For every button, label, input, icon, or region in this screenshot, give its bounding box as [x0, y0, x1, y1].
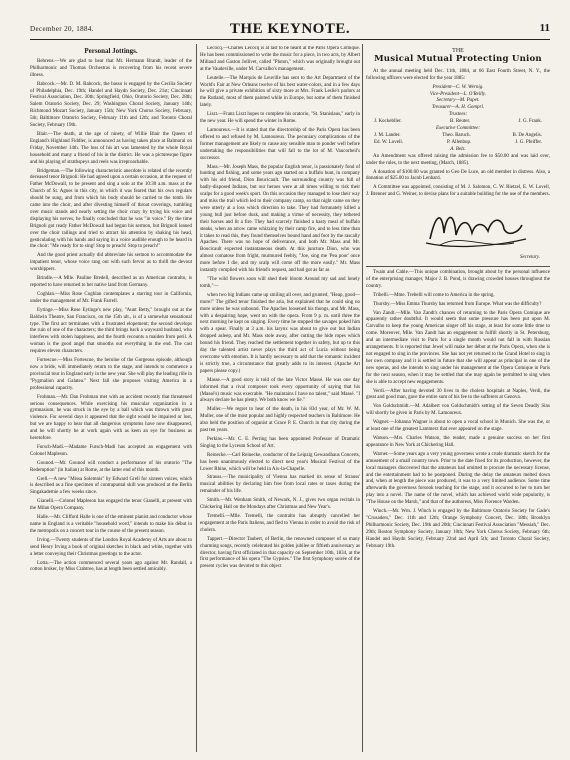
column-1-paragraphs	[30, 59, 192, 574]
trustee-name: B. Reuter.	[450, 119, 471, 125]
article-paragraph: Gounod.—Mr. Gounod will conduct a performance of his oratorio "The Redemption" (in Italian) at Rome, at the latter end of this month.	[30, 460, 192, 473]
article-paragraph: Tappert.—Director Taubert, of Berlin, the renowned composer of so many charming songs, recently celebrated his golden jubilee or fiftieth anniversary as director, having first officiated in that capacity on September 10th, 1834, at the first performance of his opera "The Gypsies." The first Symphony soirée of the present cycles was devoted to this object	[200, 536, 360, 570]
article-paragraph: Babcock.—Mr. D. M. Babcock, the basso is engaged by the Cecilia Society of Philadelphia, Dec. 19th; Handel and Haydn Society, Dec. 21st; Cincinnati Festival Association, Dec. 30th; Springfield, Ohio, Oratorio Society, Dec. 28th; Salem Oratorio Society, Dec. 29; Washington Choral Society, January 14th; Richmond Mozart Society, January 15th; New York Chorus Society, February, 5th; Baltimore Oratorio Society, February 11th and 12th; and Toronto Choral Society, February 19th.	[30, 81, 192, 129]
article-paragraph: And the good priest actually did abbreviate his sermon to accommodate the impatient tenor, whose voice rang out with such fervor as to thrill the devout worshippers.	[30, 253, 192, 273]
column-3	[366, 46, 550, 752]
committee-label: Executive Committee:	[435, 126, 480, 132]
article-paragraph: Tremelli.—Mlle. Tremelli, the contralto has abruptly cancelled her engagement at the Paris Italiens, and fled to Vienna in order to avoid the risk of cholera.	[200, 514, 360, 533]
article-paragraph: Van Zandt.—Mlle. Van Zandt's chances of returning to the Paris Opera Comique are apparently rather doubtful. It would seem that some pressure has been put upon M. Carvalho to keep the young American singer off his stage, at least for some little time to come. Moreover, Mlle. Van Zandt has an engagement to fulfill shortly in St. Petersburg, and an intermediate visit to Paris for a single month would not fall in with Russian arrangements. It is reported that Jewel will make her début at the Paris Opera, when she is not engaged to sing in the provinces. She has not yet returned to the Grand Hotel to sing in her own company and it is settled in future that she will appear as principal in one of the new operas, and she intends to sing under his management at the Opera Comique in Paris for the next season, when it may be settled that she may again be permitted to sing when she is able to accept new engagements.	[366, 310, 550, 385]
section-title: Personal Jottings.	[84, 47, 138, 55]
article-paragraph: when two big Indians came up smiling all over, and grunted, "Heap, good—more!" The gifted tenor finished the aria, but explained that he could sing no more unless he was unbound. The Apaches loosened his thongs, and Mr. Mass, with a despairing hope, went on with the opera. From 9 p. m. until three the next morning he kept on singing. Every time he stopped the savages poked him with a spear. Finally at 3 a.m. his larynx was about to give out but Indian dropped asleep, and Mr. Mass stole away, after cutting the hide ropes which bound his friend. They reached the settlement together in safety, but up to this day the talented artist never plays the third act of Lucia without being overcome with emotion. It is hardly necessary to add that the romantic incident is strictly true, a circumstance that greatly adds to its interest. (Apache Art papers please copy.)	[200, 292, 360, 374]
article-paragraph: Behrens.—We are glad to hear that Mr. Hermann Brandt, leader of the Philharmonic and Thomas Orchestras is recovering from his recent severe illness.	[30, 58, 192, 78]
article-paragraph: Grell.—A new "Missa Solemnis" by Edward Grell for sixteen voices, which is described as a fine specimen of contrapuntal skill was produced at the Berlin Singakademie a few weeks since.	[30, 476, 192, 496]
page-header	[30, 22, 550, 38]
officer-secretary: Secretary—M. Papet.	[436, 98, 480, 104]
article-paragraph: Fursch-Madi.—Madame Fursch-Madi has accepted an engagement with Colonel Mapleson.	[30, 444, 192, 457]
article-paragraph: Mass.—Mr. Joseph Mass, the popular English tenor, is passionately fond of hunting and fishing, and some years ago started on a buffalo hunt, in company with his old friend, Dion Boucicault. The surrounding country was full of badly-disposed Indians, but our heroes were at all times willing to risk their scalps for a good week's sport. On this occasion they managed to lose their way and miss the trail which led to their company camp, so that night came on they were utterly at a loss which direction to take. They had fortunately killed a young bull just before dusk, and making a virtue of necessity, they tethered their horses and lit a fire. They had scarcely finished a hasty meal of buffalo steaks, when an arrow came whizzing by their camp fire, and to less time than it takes to read this, they found themselves bound hand and foot by the rascally Apaches. There was no hope of deliverance, and both Mr. Mass and Mr. Boucicault expected instantaneous death. At this juncture Dion, who was almost comatose from fright, murmured feebly, "Joe, sing me 'Pea poor' once more before I die, and my scalp will come off the more easily." Mr. Mass instantly complied with his friend's request, and had got as far as	[200, 164, 360, 274]
committee-member: B. De Angelis.	[512, 132, 542, 138]
column-divider-2	[362, 44, 363, 752]
amendment-paragraph: A donation of $100.00 was granted to Geo De Luce, an old member in distress. Also, a donation of $25.00 to Jacob Lenhard.	[366, 169, 550, 182]
amendment-paragraph: An Amendment was offered raising the admission fee to $50.00 and was laid over, under the rules, to the next meeting, (March, 1885).	[366, 153, 550, 166]
page-number: 11	[539, 22, 550, 34]
article-paragraph: Eytinge.—Miss Rose Eytinge's new play, "Aunt Betty," brought out at the Baldwin Theatre, San Francisco, on the 15th ult., is of a somewhat sensational type. The first act terminates with a frustrated elopement; the second develops the ruin of one of the characters; the third brings back a wayward husband, who interferes with stolen happiness, and the fourth recounts a maiden from peril. A woman is the good angel that smooths out everything in the end. The cast requires eleven characters.	[30, 307, 192, 355]
committee-member: P. Allenbup.	[447, 139, 472, 145]
secretary-caption: Secretary.	[520, 255, 540, 261]
article-paragraph: Winch.—Mr. Wm. J. Winch is engaged by the Baltimore Oratorio Society for Gade's "Crusaders," Dec. 11th and 12th; Orange Symphony Concert, Dec. 18th; Brooklyn Philharmonic Society, Dec. 19th and 20th; Cincinnati Festival Association "Messiah," Dec. 29th; Boston Symphony Society, January 10th; New York Chorus Society, February 6th; Handel and Haydn Society, February 22nd and April 5th; and Toronto Choral Society, February 19th.	[366, 509, 550, 549]
article-paragraph: Coghlan.—Miss Rose Coghlan contemplates a starring tour in California, under the management of Mr. Frank Farrell.	[30, 291, 192, 304]
union-intro: At the annual meeting held Dec. 11th, 1884, at 66 East Fourth Street, N. Y., the following officers were elected for the year 1885:	[366, 68, 550, 81]
article-paragraph: Gianelli.—Colonel Mapleson has engaged the tenor Gianelli, at present with the Milan Opera Company.	[30, 499, 192, 512]
article-paragraph: Tribelli.—Mme. Trebelli will come to America in the spring.	[373, 292, 495, 298]
article-paragraph: Liszt.—Franz Liszt hopes to complete his oratorio, "St. Stanislaus," early in the new year. He will spend the winter in Rome.	[200, 112, 360, 125]
column-3-paragraphs	[366, 270, 550, 550]
article-paragraph: Twain and Cable.—This unique combination, brought about by the personal influence of the enterprising manager, Major J. B. Pond, is drawing crowded houses throughout the country.	[366, 270, 550, 289]
section-rule	[366, 266, 550, 267]
article-paragraph: Verdi.—After having devoted 30 lives to the cholera hospitals at Naples, Verdi, the great and good man, gave the entire sum of his fee to the sufferers at Genova.	[366, 388, 550, 401]
trustee-name: J. Kockebller.	[374, 119, 402, 125]
article-paragraph: Bridgeman.—The following characteristic anecdote is related of the recently deceased tenor Brignoli: He had agreed upon a certain occasion, at the request of Father McDowall, to be present and sing a solo at the 10:30 a.m. mass at the Church of St. Agnes in this city, in which it was feared that his own regulars should be sung, and from which his body should be carried to the tomb. He came into the choir, and after divesting himself of throat coverings, tumbling over music stands and nearly setting the choir crazy by trying his voice and displaying his nerves, he finally concluded that he was "in voice." By the time Brignoli got ready Father McDowall had begun his sermon, but Brignoli leaned over the choir railings and tried to attract his attention by shaking his head, gesticulating with his hands and saying in a voice audible enough to be heard in the choir: "Me ready for to sing! Stop to preach! Stop to preach!"	[30, 168, 192, 250]
article-paragraph: "The wild flowers soon will shed their bloom Around my sad and lonely tomb,"—	[200, 277, 360, 289]
amendment-paragraph: A Committee was appointed, consisting of M. J. Salomon, C. W. Rietzel, E. W. Lovell, J. Brenner and G. Weiner, to devise plans for a suitable building for the use of the members.	[366, 185, 550, 198]
trustees-row	[366, 119, 550, 126]
officer-treasurer: Treasurer—A. H. Gomprl.	[431, 105, 485, 111]
officer-president: President—C. W. Wernig.	[432, 84, 484, 90]
committee-member: J. G. Pfeiffer.	[515, 139, 542, 145]
article-paragraph: Strauss.—The municipality of Vienna has marked its sense of Strauss' musical abilities by declaring him free from local rates or taxes during the remainder of his life.	[200, 475, 360, 495]
article-paragraph: Blair.—The death, at the age of ninety, of Willie Blair the Queen of England's Highland Fiddler, is announced as having taken place at Balmoral on Friday, November 14th. The loss of his art was lamented by the whole Royal household and many a friend of his in the district. He was a picturesque figure and his playing of strathspeys and reels was irreproachable.	[30, 131, 192, 165]
signature-flourish	[422, 203, 532, 253]
article-paragraph: Smith.—Mr. Wenham Smith, of Newark, N. J., gives two organ recitals in Chickering Hall on the Mondays after Christmas and New Year's.	[200, 498, 360, 511]
article-paragraph: Fortescue.—Miss Fortescue, the heroine of the Gorgeous episode, although now a bride, will immediately return to the stage, and intends to commence a provincial tour in England early in the new year. She will play the leading rôle in "Pygmalion and Galatea." Next fall she proposes visiting America in a professional capacity.	[30, 358, 192, 391]
committee-member: A. Belz.	[450, 146, 466, 152]
article-paragraph: Warner.—Some years ago a very young governess wrote a crude dramatic sketch for the amusement of a small country town. Prior to the date fixed for its production, however, the local managers discovered that the amateurs had omitted to procure the necessary license, and the entertainment had to be postponed. During the delay the amateurs melted down and, when at length the piece was produced, it was to a very limited audience. Some time afterwards the governess forsook teaching for the stage, and it occurred to her to turn her play into a novel. The name of the novel, which has achieved world wide popularity, is "The House on the Marsh," and that of the authoress, Miss Florence Warden.	[366, 451, 550, 506]
committee-row	[366, 140, 550, 147]
secretary-signature	[366, 203, 550, 255]
article-paragraph: Von Goldschmidt.—M. Adalbert von Goldschmidt's setting of the Seven Deadly Sins will shortly be given in Paris by M. Lamoureux.	[366, 404, 550, 417]
article-paragraph: Reinecke.—Carl Reinecke, conductor of the Leipzig Gewandhaus Concerts, has been unanimously elected to direct next year's Musical Festival of the Lower Rhine, which will be held in Aix-la-Chapelle.	[200, 452, 360, 472]
article-paragraph: Irving.—Twenty students of the London Royal Academy of Arts are about to send Henry Irving a book of original sketches in black and white, together with a letter conveying their Christmas greetings to the actor.	[30, 537, 192, 557]
trustee-name: J. G. Frank.	[518, 119, 542, 125]
committee-row	[366, 133, 550, 140]
article-paragraph: Masse.—A good story is told of the late Victor Massé. He was one day informed that a rival composer took every opportunity of saying that his (Massé's) music was execrable. "He maintains I have no talent," said Massé. "I always declare he has plenty. We both know we lie."	[200, 377, 360, 404]
article-paragraph: Lecocq.—Charles Lecocq is at last to be heard at the Paris Opera Comique. He has been commissioned to write the music for a piece, in two acts, by Albert Millaud and Gaston Jollivet, called "Pluton," which was originally brought out at the Vaudeville, under M. Carvalho's management.	[200, 46, 360, 72]
column-2-paragraphs	[200, 46, 360, 571]
article-paragraph: Brindle.—A Mlle. Pauline Bredell, described as an American contralto, is reported to have returned to her native land from Germany.	[30, 276, 192, 288]
union-the: THE	[452, 48, 464, 54]
article-paragraph: Halle.—Mr. Clifford Halle is one of the eminent pianist and conductor whose name in England is a veritable "household word," intends to make his début in the metropolis on a concert tour in the course of the present season.	[30, 515, 192, 534]
article-paragraph: Leutelle.—The Marquis de Leuville has sent to the Art Department of the World's Fair at New Orleans twelve of his best water-colors, and in a few days he will give a private exhibition of sixty more at Mrs. Frank Leslie's parlors at the Rutland, most of them painted while in Europe, but some of them finished lately.	[200, 75, 360, 109]
article-paragraph: Lamoureux.—It is stated that the directorship of the Paris Opera has been offered to and refused by M. Lamoureux. The pecuniary complications of the former management are likely to cause any sensible man to ponder well before undertaking the responsibilities that will fall to the lot of M. Vaucorbeil's successor.	[200, 127, 360, 161]
column-1	[30, 46, 192, 752]
article-paragraph: Perkins.—Mr. C. E. Perring has been appointed Professor of Dramatic Singing to the Lyceum School of Art.	[200, 436, 360, 449]
article-paragraph: Frohman.—Mr. Dan Frohman met with an accident recently that threatened serious consequences. While exercising his muscular organization in a gymnasium, he was struck in the eye by a ball which was thrown with great violence. For several days it appeared that the sight would be impaired or lost, but we are happy to hear that all dangerous symptoms have now disappeared, and he will shortly be at work again with as keen an eye for business as heretofore.	[30, 394, 192, 442]
committee-member: Theo. Baruch.	[442, 132, 471, 138]
header-rule	[30, 39, 550, 40]
issue-date: December 20, 1884.	[30, 25, 94, 33]
column-divider-1	[196, 44, 197, 752]
article-paragraph: Watson.—Mrs. Charles Watson, the reader, made a genuine success on her first appearance in New York at Chickering Hall.	[366, 435, 550, 448]
masthead-title: THE KEYNOTE.	[229, 21, 351, 37]
article-paragraph: Thursby.—Miss Emma Thursby has returned from Europe. What was the difficulty?	[373, 301, 542, 307]
officer-vice-president: Vice-President—L. O'Reilly.	[429, 91, 487, 97]
trustees-label: Trustees:	[448, 112, 468, 118]
article-paragraph: Wagner.—Johanna Wagner is about to open a vocal school in Munich. She was the, or at least one of the greatest Lammerz that ever appeared on the stage.	[366, 420, 550, 433]
article-paragraph: Muller.—We regret to hear of the death, in his 83d year, of Mr. W. M. Muller, one of the most popular and highly respected teachers in Baltimore. He also held the position of organist at Grace P. E. Church in that city during the past ten years.	[200, 407, 360, 434]
article-paragraph: Lotta.—The action commenced several years ago against Mr. Randall, a cotton broker, by Miss Crabtree, has at length been settled amicably.	[30, 560, 192, 573]
committee-member: J. M. Lander.	[374, 132, 401, 138]
officers-list	[366, 85, 550, 120]
column-2	[200, 46, 360, 752]
union-title: Musical Mutual Protecting Union	[374, 53, 542, 64]
committee-member: Ed. W. Lovell.	[374, 139, 404, 145]
